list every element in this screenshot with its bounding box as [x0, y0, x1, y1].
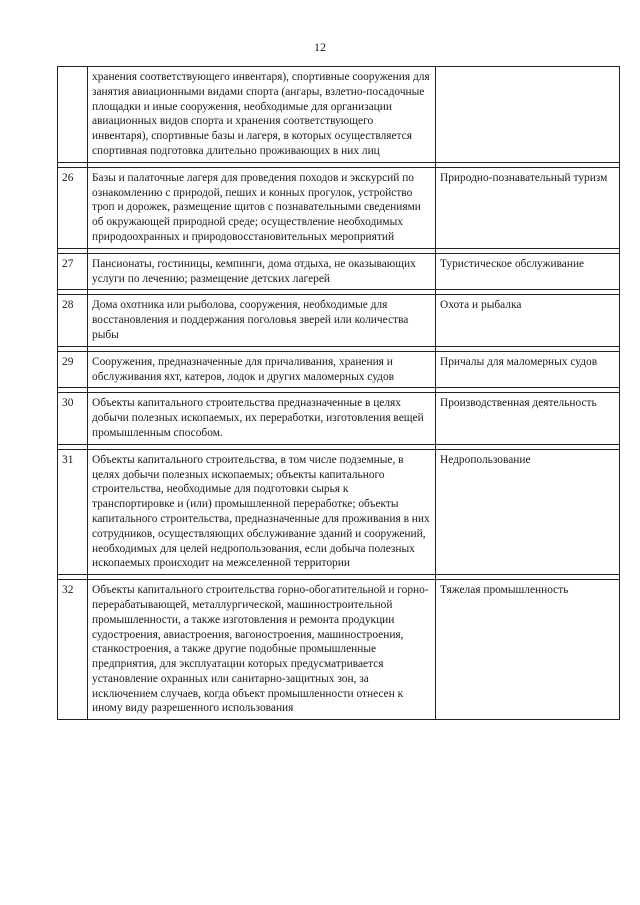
row-number: 26	[58, 167, 88, 248]
row-usage-type: Производственная деятельность	[436, 393, 620, 444]
row-number: 29	[58, 351, 88, 388]
row-usage-type: Недропользование	[436, 449, 620, 574]
row-description: Базы и палаточные лагеря для проведения походов и экскурсий по ознакомлению с природой, пеших и конных прогулок, устройство троп и дорожек, размещение щитов с познавательными сведениями об окружающей природной среде; осуществление необходимых природоохранных и природовосстановительных мероприятий	[88, 167, 436, 248]
row-usage-type	[436, 67, 620, 163]
row-description: Дома охотника или рыболова, сооружения, необходимые для восстановления и поддержания поголовья зверей или количества рыбы	[88, 295, 436, 346]
row-number: 28	[58, 295, 88, 346]
row-number: 32	[58, 580, 88, 720]
table-row	[58, 580, 620, 720]
table-row	[58, 67, 620, 163]
table-row	[58, 295, 620, 346]
table-row	[58, 351, 620, 388]
row-description: хранения соответствующего инвентаря), спортивные сооружения для занятия авиационными видами спорта (ангары, взлетно-посадочные площадки и иные сооружения, необходимые для организации авиационных видов спорта и хранения соответствующего инвентаря), спортивные базы и лагеря, в которых осуществляется спортивная подготовка длительно проживающих в них лиц	[88, 67, 436, 163]
table-row	[58, 393, 620, 444]
row-number	[58, 67, 88, 163]
table-row	[58, 449, 620, 574]
row-usage-type: Туристическое обслуживание	[436, 253, 620, 290]
row-description: Объекты капитального строительства предназначенные в целях добычи полезных ископаемых, их переработки, изготовления вещей промышленным способом.	[88, 393, 436, 444]
row-description: Пансионаты, гостиницы, кемпинги, дома отдыха, не оказывающих услуги по лечению; размещение детских лагерей	[88, 253, 436, 290]
row-description: Объекты капитального строительства, в том числе подземные, в целях добычи полезных ископаемых; объекты капитального строительства, необходимые для подготовки сырья к транспортировке и (или) промышленной переработке; объекты капитального строительства, предназначенные для проживания в них сотрудников, осуществляющих обслуживание зданий и сооружений, необходимых для целей недропользования, если добыча полезных ископаемых происходит на межселенной территории	[88, 449, 436, 574]
row-usage-type: Охота и рыбалка	[436, 295, 620, 346]
row-usage-type: Причалы для маломерных судов	[436, 351, 620, 388]
row-number: 31	[58, 449, 88, 574]
row-usage-type: Тяжелая промышленность	[436, 580, 620, 720]
row-description: Сооружения, предназначенные для причаливания, хранения и обслуживания яхт, катеров, лодок и других маломерных судов	[88, 351, 436, 388]
table-row	[58, 167, 620, 248]
row-description: Объекты капитального строительства горно-обогатительной и горно-перерабатывающей, металлургической, машиностроительной промышленности, а также изготовления и ремонта продукции судостроения, авиастроения, вагоностроения, машиностроения, станкостроения, а также другие подобные промышленные предприятия, для эксплуатации которых предусматривается установление охранных или санитарно-защитных зон, за исключением случаев, когда объект промышленности отнесен к иному виду разрешенного использования	[88, 580, 436, 720]
page-number: 12	[314, 40, 326, 54]
row-number: 27	[58, 253, 88, 290]
row-usage-type: Природно-познавательный туризм	[436, 167, 620, 248]
land-use-table	[57, 66, 620, 720]
row-number: 30	[58, 393, 88, 444]
table-row	[58, 253, 620, 290]
